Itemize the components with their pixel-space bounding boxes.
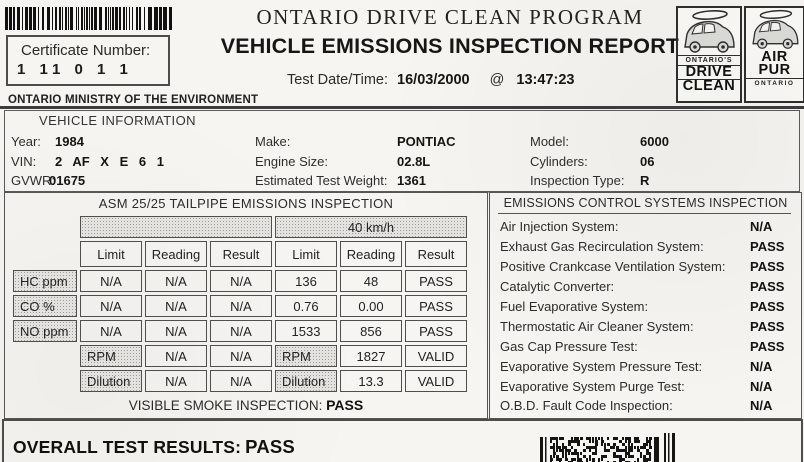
field-label: GVWR: bbox=[11, 173, 56, 189]
ecs-item-label: Positive Crankcase Ventilation System: bbox=[500, 259, 726, 275]
ecs-item-value: N/A bbox=[750, 219, 773, 235]
ecs-item-value: PASS bbox=[750, 338, 785, 354]
ecs-item-value: N/A bbox=[750, 398, 773, 414]
row-label: NO ppm bbox=[13, 320, 77, 342]
at-symbol: @ bbox=[489, 72, 505, 88]
cell: N/A bbox=[145, 345, 207, 367]
barcode-2d-icon bbox=[540, 433, 684, 462]
ecs-item-value: PASS bbox=[750, 299, 785, 314]
table-row-dilution bbox=[13, 370, 467, 392]
cell: 1827 bbox=[340, 345, 402, 367]
row-label: Dilution bbox=[80, 370, 142, 392]
field-label: Engine Size: bbox=[255, 153, 328, 169]
field-label: VIN: bbox=[11, 153, 37, 169]
field-value: 06 bbox=[640, 153, 655, 169]
test-datetime-line bbox=[287, 72, 574, 88]
barcode-1d-icon bbox=[5, 7, 177, 30]
emissions-control-panel bbox=[487, 192, 802, 419]
ecs-item-value: PASS bbox=[750, 318, 785, 334]
ecs-item-value: PASS bbox=[750, 259, 785, 275]
ecs-item-value: PASS bbox=[750, 239, 785, 255]
table-row-co bbox=[13, 295, 467, 317]
field-value: 2 AF X E 6 1 bbox=[55, 153, 164, 169]
asm-table-title: ASM 25/25 TAILPIPE EMISSIONS INSPECTION bbox=[98, 196, 394, 211]
field-label: Cylinders: bbox=[530, 153, 588, 169]
cell: PASS bbox=[405, 295, 467, 317]
footer-section bbox=[2, 419, 803, 462]
overall-label: OVERALL TEST RESULTS: bbox=[13, 437, 242, 457]
ecs-item-label: Evaporative System Pressure Test: bbox=[500, 358, 703, 374]
row-label: RPM bbox=[275, 345, 337, 367]
cell: N/A bbox=[145, 295, 207, 317]
cell: 136 bbox=[275, 270, 337, 292]
drive-clean-car-icon bbox=[681, 9, 737, 55]
cell: PASS bbox=[405, 320, 467, 342]
ecs-item-value: PASS bbox=[750, 279, 785, 295]
certificate-number-label: Certificate Number: bbox=[21, 42, 151, 59]
row-label: HC ppm bbox=[13, 270, 77, 292]
air-pur-logo-line1: AIR bbox=[761, 49, 788, 65]
ministry-line: ONTARIO MINISTRY OF THE ENVIRONMENT bbox=[8, 94, 259, 106]
air-pur-logo bbox=[744, 6, 804, 103]
ecs-item-label: Catalytic Converter: bbox=[500, 279, 615, 295]
asm-emissions-table bbox=[10, 213, 470, 395]
field-label: Make: bbox=[255, 134, 291, 150]
ecs-item-label: Evaporative System Purge Test: bbox=[500, 378, 685, 394]
drive-clean-logo-line3: CLEAN bbox=[678, 79, 740, 93]
column-header-row bbox=[13, 241, 467, 267]
speed-band-row bbox=[13, 216, 467, 238]
air-pur-car-icon bbox=[749, 9, 801, 51]
report-title: VEHICLE EMISSIONS INSPECTION REPORT bbox=[220, 34, 680, 58]
cell: 856 bbox=[340, 320, 402, 342]
col-header: Limit bbox=[275, 241, 337, 267]
cell: 1533 bbox=[275, 320, 337, 342]
cell: N/A bbox=[210, 270, 272, 292]
cell: 48 bbox=[340, 270, 402, 292]
drive-clean-logo-line2: DRIVE bbox=[685, 64, 733, 80]
cell: N/A bbox=[80, 270, 142, 292]
overall-test-results bbox=[13, 436, 295, 458]
col-header: Result bbox=[405, 241, 467, 267]
col-header: Result bbox=[210, 241, 272, 267]
air-pur-logo-line2: PUR bbox=[758, 62, 791, 78]
test-time-value: 13:47:23 bbox=[516, 72, 575, 88]
ecs-item-value: N/A bbox=[750, 358, 773, 374]
visible-smoke-label: VISIBLE SMOKE INSPECTION: bbox=[128, 398, 323, 413]
ecs-item-label: O.B.D. Fault Code Inspection: bbox=[500, 398, 673, 414]
ecs-title: EMISSIONS CONTROL SYSTEMS INSPECTION bbox=[503, 196, 788, 210]
row-label: Dilution bbox=[275, 370, 337, 392]
field-label: Year: bbox=[11, 134, 41, 150]
vehicle-info-col2 bbox=[255, 132, 525, 191]
vehicle-info-col1 bbox=[11, 132, 241, 191]
visible-smoke-line bbox=[5, 397, 487, 413]
band-40kmh-cell: 40 km/h bbox=[275, 216, 467, 238]
cell: N/A bbox=[210, 345, 272, 367]
ecs-list bbox=[500, 217, 792, 416]
ecs-item-label: Gas Cap Pressure Test: bbox=[500, 338, 638, 354]
cell: N/A bbox=[145, 320, 207, 342]
row-label: CO % bbox=[13, 295, 77, 317]
test-date-value: 16/03/2000 bbox=[397, 72, 470, 88]
overall-value: PASS bbox=[245, 436, 295, 457]
table-row-rpm bbox=[13, 345, 467, 367]
header-divider bbox=[0, 106, 804, 109]
field-value: 1361 bbox=[397, 173, 426, 189]
tailpipe-inspection-panel bbox=[4, 192, 488, 419]
col-header: Limit bbox=[80, 241, 142, 267]
col-header: Reading bbox=[340, 241, 402, 267]
title-block bbox=[210, 5, 690, 59]
cell: N/A bbox=[145, 270, 207, 292]
cell: N/A bbox=[210, 370, 272, 392]
program-title: ONTARIO DRIVE CLEAN PROGRAM bbox=[256, 5, 644, 29]
field-value: 6000 bbox=[640, 134, 669, 150]
field-value: 1984 bbox=[55, 134, 84, 150]
air-pur-logo-line3: ONTARIO bbox=[746, 78, 803, 87]
cell: PASS bbox=[405, 270, 467, 292]
ecs-item-label: Fuel Evaporative System: bbox=[500, 299, 649, 314]
field-value: 01675 bbox=[49, 173, 86, 189]
cell: 13.3 bbox=[340, 370, 402, 392]
field-label: Inspection Type: bbox=[530, 173, 625, 189]
cell: VALID bbox=[405, 370, 467, 392]
cell: VALID bbox=[405, 345, 467, 367]
drive-clean-logo-line1: ONTARIO'S bbox=[678, 55, 740, 66]
ecs-item-label: Air Injection System: bbox=[500, 219, 619, 235]
cell: 0.76 bbox=[275, 295, 337, 317]
cell: 0.00 bbox=[340, 295, 402, 317]
table-row-hc bbox=[13, 270, 467, 292]
visible-smoke-value: PASS bbox=[326, 397, 364, 413]
cell: N/A bbox=[210, 320, 272, 342]
field-value: PONTIAC bbox=[397, 134, 456, 150]
cell: N/A bbox=[80, 320, 142, 342]
ecs-title-underline bbox=[498, 213, 791, 214]
test-datetime-label: Test Date/Time: bbox=[287, 72, 388, 88]
vehicle-info-panel bbox=[4, 110, 800, 192]
band-left-cell bbox=[80, 216, 272, 238]
field-value: R bbox=[640, 173, 650, 189]
vehicle-info-title: VEHICLE INFORMATION bbox=[39, 113, 196, 128]
field-value: 02.8L bbox=[397, 153, 431, 169]
ecs-item-value: N/A bbox=[750, 378, 773, 394]
ecs-item-label: Exhaust Gas Recirculation System: bbox=[500, 239, 704, 255]
cell: N/A bbox=[210, 295, 272, 317]
certificate-number-value: 1 11 0 1 1 bbox=[17, 61, 133, 78]
cell: N/A bbox=[80, 295, 142, 317]
cell: N/A bbox=[145, 370, 207, 392]
field-label: Model: bbox=[530, 134, 570, 150]
col-header: Reading bbox=[145, 241, 207, 267]
table-row-no bbox=[13, 320, 467, 342]
vehicle-info-col3 bbox=[530, 132, 795, 191]
drive-clean-logo bbox=[676, 6, 742, 103]
row-label: RPM bbox=[80, 345, 142, 367]
certificate-number-box bbox=[6, 35, 170, 86]
field-label: Estimated Test Weight: bbox=[255, 173, 388, 189]
ecs-item-label: Thermostatic Air Cleaner System: bbox=[500, 318, 694, 334]
